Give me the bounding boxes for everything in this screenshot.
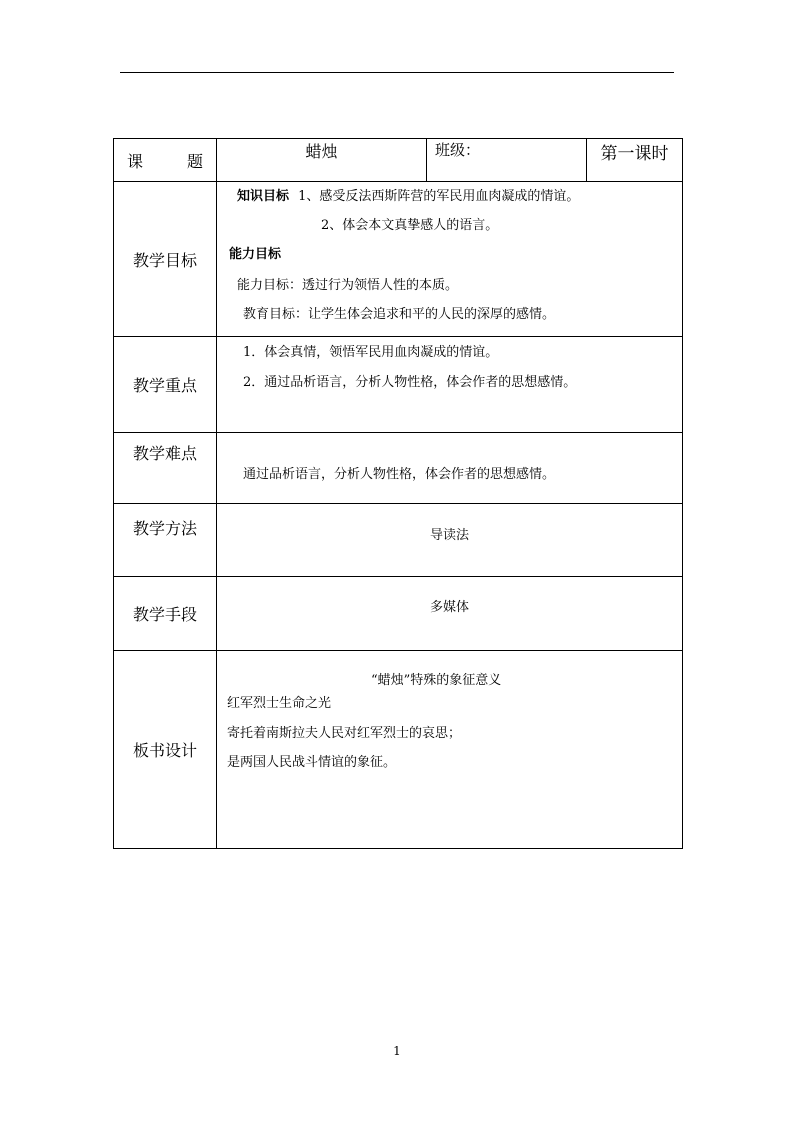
ability-heading: 能力目标 — [229, 247, 282, 262]
key-points-row — [114, 337, 683, 433]
topic-label — [114, 139, 217, 182]
method-row — [114, 504, 683, 577]
board-label: 板书设计 — [114, 651, 217, 849]
key-point-item: 2．通过品析语言，分析人物性格，体会作者的思想感情。 — [243, 375, 577, 390]
means-text: 多媒体 — [429, 600, 469, 615]
means-row — [114, 577, 683, 651]
knowledge-item-2: 2、体会本文真挚感人的语言。 — [321, 218, 499, 233]
education-goal: 教育目标：让学生体会追求和平的人民的深厚的感情。 — [243, 307, 556, 322]
topic-row — [114, 139, 683, 182]
board-line: 是两国人民战斗情谊的象征。 — [227, 755, 397, 770]
difficulties-content — [217, 433, 683, 504]
key-point-item: 1．体会真情，领悟军民用血肉凝成的情谊。 — [243, 345, 499, 360]
topic-label-left: 课 — [126, 151, 143, 171]
page-number: 1 — [393, 1044, 401, 1058]
class-field: 班级： — [427, 139, 587, 182]
lesson-title: 蜡烛 — [217, 139, 427, 182]
lesson-plan-table — [113, 138, 683, 849]
difficulties-text: 通过品析语言，分析人物性格，体会作者的思想感情。 — [243, 467, 556, 482]
knowledge-item-1: 1、感受反法西斯阵营的军民用血肉凝成的情谊。 — [298, 189, 580, 204]
board-row — [114, 651, 683, 849]
key-points-content — [217, 337, 683, 433]
method-label: 教学方法 — [114, 504, 217, 577]
board-content — [217, 651, 683, 849]
board-line: 红军烈士生命之光 — [227, 696, 332, 711]
objectives-content — [217, 182, 683, 337]
key-points-label: 教学重点 — [114, 337, 217, 433]
method-content — [217, 504, 683, 577]
header-rule — [120, 72, 674, 73]
period-label: 第一课时 — [587, 139, 683, 182]
objectives-row — [114, 182, 683, 337]
method-text: 导读法 — [429, 528, 469, 543]
means-label: 教学手段 — [114, 577, 217, 651]
topic-label-right: 题 — [187, 151, 204, 171]
board-title: “蜡烛”特殊的象征意义 — [371, 673, 502, 688]
objectives-label: 教学目标 — [114, 182, 217, 337]
means-content — [217, 577, 683, 651]
difficulties-label: 教学难点 — [114, 433, 217, 504]
knowledge-heading: 知识目标 — [237, 189, 290, 204]
ability-goal: 能力目标：透过行为领悟人性的本质。 — [237, 278, 459, 293]
board-line: 寄托着南斯拉夫人民对红军烈士的哀思； — [227, 726, 462, 741]
difficulties-row — [114, 433, 683, 504]
